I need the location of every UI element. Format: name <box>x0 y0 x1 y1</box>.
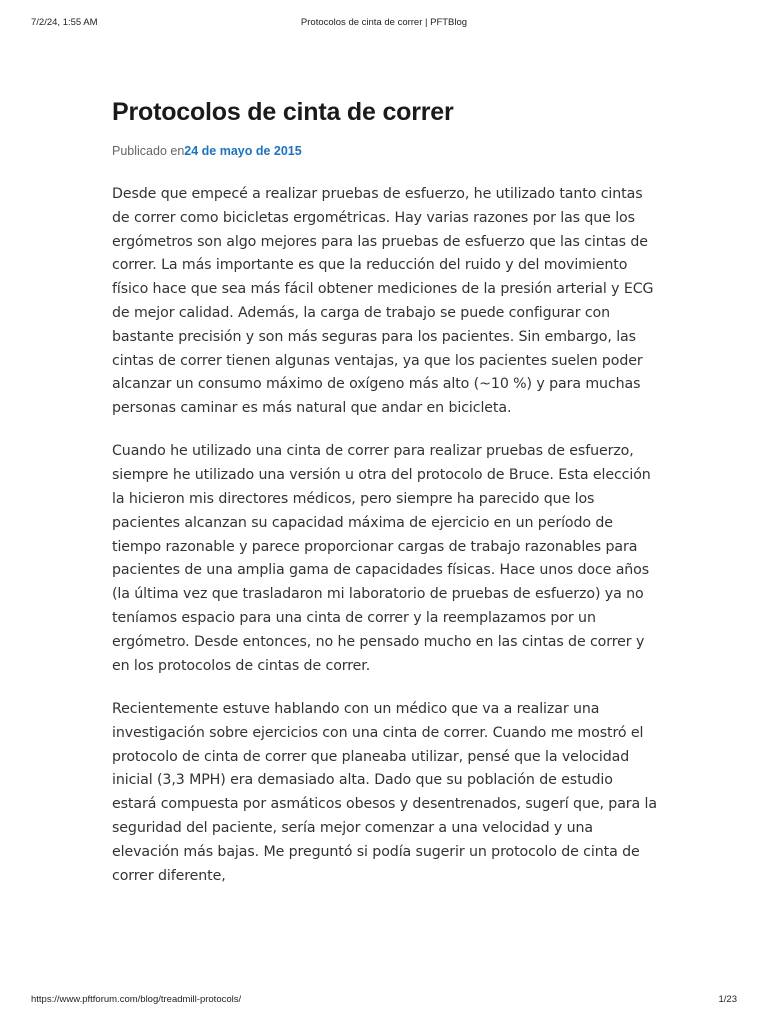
published-date-link[interactable]: 24 de mayo de 2015 <box>184 144 302 158</box>
print-footer <box>31 994 737 1008</box>
paragraph-1: Desde que empecé a realizar pruebas de esfuerzo, he utilizado tanto cintas de correr como bicicletas ergométricas. Hay varias razones por las que los ergómetros son algo mejores para las pruebas de esfuerzo que las cintas de correr. La más importante es que la reducción del ruido y del movimiento físico hace que sea más fácil obtener mediciones de la presión arterial y ECG de mejor calidad. Además, la carga de trabajo se puede configurar con bastante precisión y son más seguras para los pacientes. Sin embargo, las cintas de correr tienen algunas ventajas, ya que los pacientes suelen poder alcanzar un consumo máximo de oxígeno más alto (~10 %) y para muchas personas caminar es más natural que andar en bicicleta. <box>112 186 654 417</box>
print-page-title: Protocolos de cinta de correr | PFTBlog <box>300 17 468 28</box>
page-indicator: 1/23 <box>718 994 737 1005</box>
published-prefix: Publicado en <box>112 144 185 158</box>
print-header <box>31 17 737 31</box>
print-url[interactable]: https://www.pftforum.com/blog/treadmill-protocols/ <box>31 994 242 1005</box>
post-meta <box>112 142 660 160</box>
paragraph-3: Recientemente estuve hablando con un médico que va a realizar una investigación sobre ejercicios con una cinta de correr. Cuando me mostró el protocolo de cinta de correr que planeaba utilizar, pensé que la velocidad inicial (3,3 MPH) era demasiado alta. Dado que su población de estudio estará compuesta por asmáticos obesos y desentrenados, sugerí que, para la seguridad del paciente, sería mejor comenzar a una velocidad y una elevación más bajas. Me preguntó si podía sugerir un protocolo de cinta de correr diferente, <box>112 700 657 884</box>
article-title: Protocolos de cinta de correr <box>112 98 454 126</box>
article <box>112 92 660 888</box>
paragraph-2: Cuando he utilizado una cinta de correr para realizar pruebas de esfuerzo, siempre he utilizado una versión u otra del protocolo de Bruce. Esta elección la hicieron mis directores médicos, pero siempre ha parecido que los pacientes alcanzan su capacidad máxima de ejercicio en un período de tiempo razonable y parece proporcionar cargas de trabajo razonables para pacientes de una amplia gama de capacidades físicas. Hace unos doce años (la última vez que trasladaron mi laboratorio de pruebas de esfuerzo) ya no teníamos espacio para una cinta de correr y la reemplazamos por un ergómetro. Desde entonces, no he pensado mucho en las cintas de correr y en los protocolos de cintas de correr. <box>112 443 651 674</box>
print-datetime: 7/2/24, 1:55 AM <box>31 17 98 28</box>
